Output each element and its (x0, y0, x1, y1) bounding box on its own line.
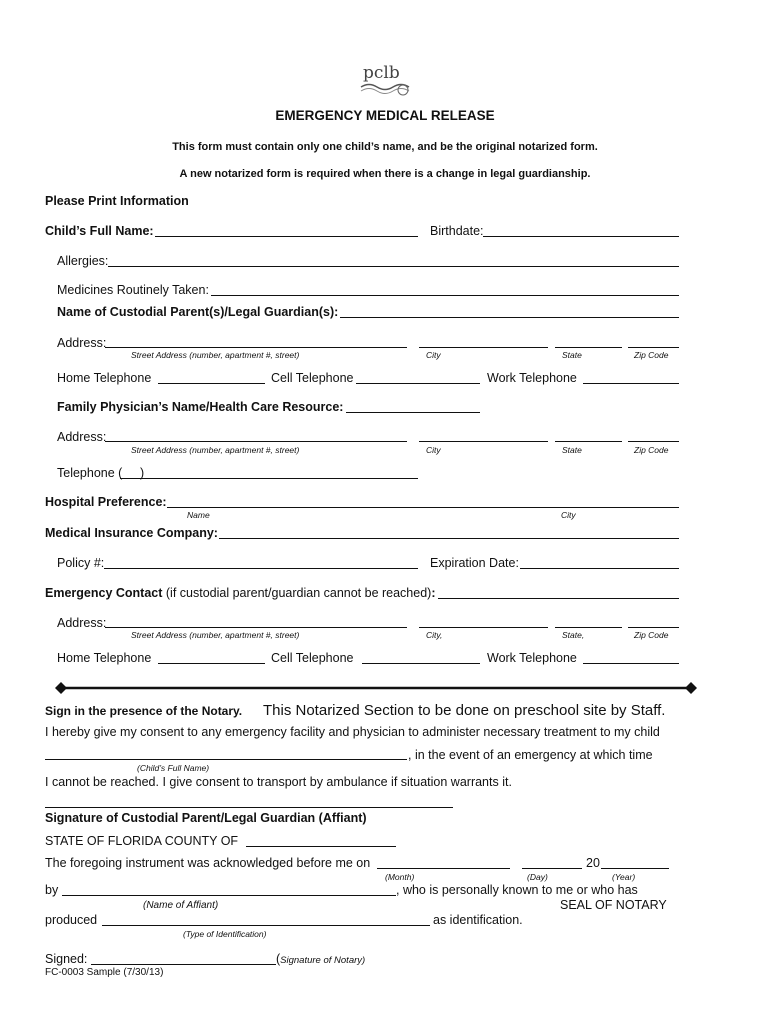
acknowledged-label: The foregoing instrument was acknowledged before me on (45, 856, 371, 870)
name-caption: Name (187, 510, 210, 520)
state-caption: State (562, 445, 582, 455)
emergency-label (45, 586, 436, 600)
child-full-name-line[interactable] (45, 759, 407, 760)
form-number: FC-0003 Sample (7/30/13) (45, 967, 164, 978)
signed-label: Signed: (45, 952, 88, 966)
year-prefix: 20 (586, 856, 600, 870)
note-guardianship: A new notarized form is required when there is a change in legal guardianship. (179, 168, 591, 180)
city-caption: City (426, 445, 441, 455)
expiration-line[interactable] (520, 568, 679, 569)
city-line[interactable] (419, 347, 548, 348)
emergency-bold: Emergency Contact (45, 586, 163, 600)
state-caption: State (562, 350, 582, 360)
identification-line[interactable] (102, 925, 430, 926)
emergency-cell-tel-line[interactable] (362, 663, 480, 664)
emergency-work-tel-label: Work Telephone (487, 651, 577, 665)
state-county-label: STATE OF FLORIDA COUNTY OF (45, 834, 239, 848)
affiant-name-line[interactable] (62, 895, 396, 896)
zip-caption: Zip Code (634, 445, 669, 455)
day-caption: (Day) (527, 872, 548, 882)
by-label: by (45, 883, 59, 897)
county-line[interactable] (246, 846, 396, 847)
work-tel-label: Work Telephone (487, 371, 577, 385)
telephone-line[interactable] (120, 478, 418, 479)
id-type-caption: (Type of Identification) (183, 929, 267, 939)
expiration-label: Expiration Date: (430, 556, 519, 570)
home-tel-line[interactable] (158, 383, 265, 384)
physician-city-line[interactable] (419, 441, 548, 442)
day-line[interactable] (522, 868, 582, 869)
physician-state-line[interactable] (555, 441, 622, 442)
work-tel-line[interactable] (583, 383, 679, 384)
section-header: Please Print Information (45, 194, 189, 208)
child-name-line[interactable] (155, 236, 418, 237)
insurance-label: Medical Insurance Company: (45, 526, 218, 540)
emergency-paren: (if custodial parent/guardian cannot be reached) (162, 586, 432, 600)
policy-label: Policy #: (57, 556, 105, 570)
insurance-line[interactable] (219, 538, 679, 539)
cell-tel-label: Cell Telephone (271, 371, 354, 385)
street-caption: Street Address (number, apartment #, street) (131, 445, 300, 455)
street-line[interactable] (105, 347, 407, 348)
section-divider (55, 681, 697, 695)
address-label: Address: (57, 336, 107, 350)
medicines-label: Medicines Routinely Taken: (57, 283, 209, 297)
physician-label: Family Physician’s Name/Health Care Resource: (57, 400, 344, 414)
cell-tel-line[interactable] (356, 383, 480, 384)
home-tel-label: Home Telephone (57, 371, 152, 385)
custodial-label: Name of Custodial Parent(s)/Legal Guardian(s): (57, 305, 339, 319)
birthdate-line[interactable] (483, 236, 679, 237)
zip-caption: Zip Code (634, 630, 669, 640)
allergies-label: Allergies: (57, 254, 109, 268)
zip-caption: Zip Code (634, 350, 669, 360)
emergency-line[interactable] (438, 598, 679, 599)
month-line[interactable] (377, 868, 510, 869)
notary-signature-line[interactable] (91, 964, 276, 965)
pclb-logo (355, 60, 415, 100)
child-name-caption: (Child’s Full Name) (137, 763, 210, 773)
notary-note: This Notarized Section to be done on preschool site by Staff. (263, 702, 666, 719)
state-caption: State, (562, 630, 585, 640)
consent-line-3: I cannot be reached. I give consent to transport by ambulance if situation warrants it. (45, 775, 512, 789)
month-caption: (Month) (385, 872, 415, 882)
sign-notary-label: Sign in the presence of the Notary. (45, 704, 243, 718)
form-title: EMERGENCY MEDICAL RELEASE (275, 108, 495, 123)
hospital-line[interactable] (167, 507, 679, 508)
seal-of-notary: SEAL OF NOTARY (560, 898, 667, 912)
produced-label: produced (45, 913, 98, 927)
physician-address-label: Address: (57, 430, 107, 444)
emergency-address-label: Address: (57, 616, 107, 630)
emergency-home-tel-line[interactable] (158, 663, 265, 664)
emergency-colon: : (431, 586, 436, 600)
emergency-zip-line[interactable] (628, 627, 679, 628)
street-caption: Street Address (number, apartment #, street) (131, 350, 300, 360)
street-caption: Street Address (number, apartment #, street) (131, 630, 300, 640)
allergies-line[interactable] (108, 266, 679, 267)
year-line[interactable] (601, 868, 669, 869)
affiant-signature-line[interactable] (45, 807, 453, 808)
affiant-signature-label: Signature of Custodial Parent/Legal Guardian (Affiant) (45, 811, 367, 825)
hospital-label: Hospital Preference: (45, 495, 167, 509)
city-caption: City (561, 510, 576, 520)
city-caption: City (426, 350, 441, 360)
city-caption: City, (426, 630, 443, 640)
affiant-name-caption: (Name of Affiant) (143, 900, 219, 911)
emergency-cell-tel-label: Cell Telephone (271, 651, 354, 665)
medicines-line[interactable] (211, 295, 679, 296)
state-line[interactable] (555, 347, 622, 348)
child-name-label: Child’s Full Name: (45, 224, 154, 238)
telephone-paren: ) (140, 466, 145, 480)
telephone-label: Telephone ( (57, 466, 123, 480)
notary-signature-caption: (Signature of Notary) (276, 952, 366, 966)
known-label: , who is personally known to me or who has (396, 883, 638, 897)
policy-line[interactable] (104, 568, 418, 569)
consent-line-2: , in the event of an emergency at which time (408, 748, 653, 762)
physician-street-line[interactable] (105, 441, 407, 442)
year-caption: (Year) (612, 872, 636, 882)
zip-line[interactable] (628, 347, 679, 348)
birthdate-label: Birthdate: (430, 224, 484, 238)
note-original: This form must contain only one child’s name, and be the original notarized form. (172, 141, 598, 153)
as-identification-label: as identification. (433, 913, 523, 927)
emergency-home-tel-label: Home Telephone (57, 651, 152, 665)
custodial-line[interactable] (340, 317, 679, 318)
emergency-state-line[interactable] (555, 627, 622, 628)
emergency-street-line[interactable] (105, 627, 407, 628)
emergency-work-tel-line[interactable] (583, 663, 679, 664)
physician-line[interactable] (346, 412, 480, 413)
notary-signature-caption-text: Signature of Notary) (280, 955, 366, 966)
emergency-city-line[interactable] (419, 627, 548, 628)
physician-zip-line[interactable] (628, 441, 679, 442)
logo-text: pclb (363, 63, 400, 83)
consent-line-1: I hereby give my consent to any emergency facility and physician to administer necessary treatment to my child (45, 725, 660, 739)
